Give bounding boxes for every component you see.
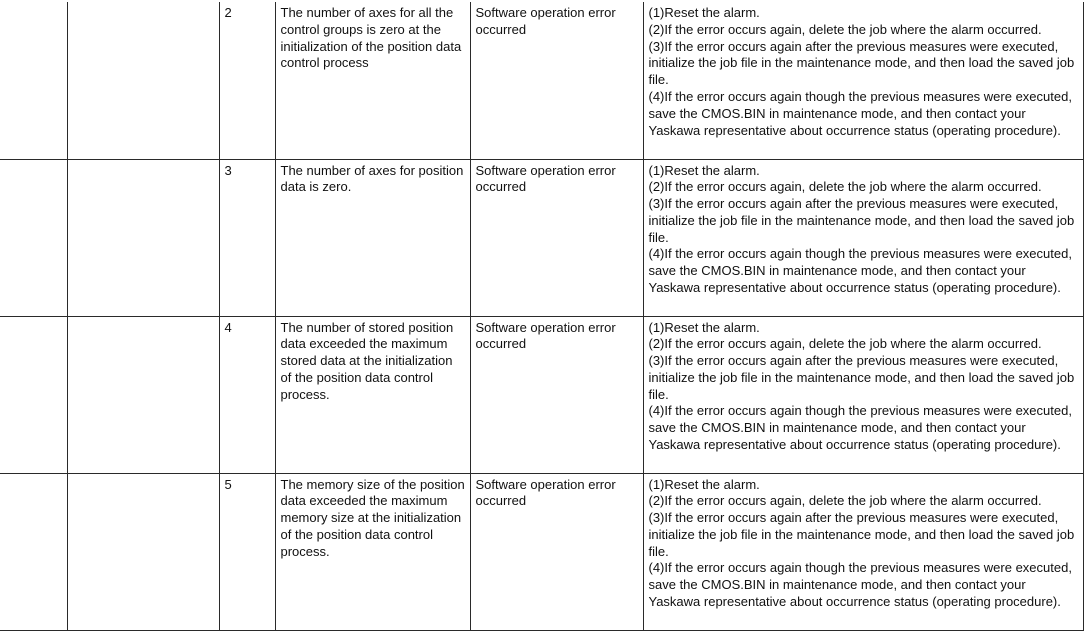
remedy-step: (4)If the error occurs again though the previous measures were executed, save the CMOS.BIN in maintenance mode, and then contact your Yaskawa representative about occurrence status (operating procedure). [648,560,1072,610]
alarm-number-cell [0,316,67,473]
cause-cell: Software operation error occurred [470,2,643,159]
alarm-name-cell [67,316,219,473]
remedy-step: (1)Reset the alarm. [648,162,760,178]
remedy-step: (2)If the error occurs again, delete the job where the alarm occurred. [648,336,1042,352]
remedy-cell [643,159,1083,316]
table-row [0,316,1083,473]
meaning-cell: The number of axes for position data is zero. [275,159,470,316]
alarm-name-cell [67,473,219,630]
remedy-cell [643,473,1083,630]
remedy-cell [643,2,1083,159]
sub-code-cell: 4 [219,316,275,473]
sub-code-cell: 3 [219,159,275,316]
remedy-step: (3)If the error occurs again after the previous measures were executed, initialize the job file in the maintenance mode, and then load the saved job file. [648,510,1075,559]
alarm-table-body [0,2,1083,630]
remedy-step: (3)If the error occurs again after the previous measures were executed, initialize the job file in the maintenance mode, and then load the saved job file. [648,353,1075,402]
cause-cell: Software operation error occurred [470,473,643,630]
remedy-step: (4)If the error occurs again though the previous measures were executed, save the CMOS.BIN in maintenance mode, and then contact your Yaskawa representative about occurrence status (operating procedure). [648,246,1072,296]
remedy-step: (3)If the error occurs again after the previous measures were executed, initialize the job file in the maintenance mode, and then load the saved job file. [648,38,1075,88]
cause-cell: Software operation error occurred [470,316,643,473]
table-row [0,2,1083,159]
alarm-name-cell [67,2,219,159]
alarm-number-cell [0,2,67,159]
alarm-name-cell [67,159,219,316]
remedy-step: (1)Reset the alarm. [648,476,760,492]
table-row [0,159,1083,316]
remedy-step: (2)If the error occurs again, delete the job where the alarm occurred. [648,493,1042,509]
remedy-step: (3)If the error occurs again after the previous measures were executed, initialize the job file in the maintenance mode, and then load the saved job file. [648,196,1075,245]
alarm-table [0,2,1084,631]
remedy-step: (2)If the error occurs again, delete the job where the alarm occurred. [648,179,1042,195]
remedy-step: (4)If the error occurs again though the previous measures were executed, save the CMOS.BIN in maintenance mode, and then contact your Yaskawa representative about occurrence status (operating procedure). [648,403,1072,453]
remedy-step: (2)If the error occurs again, delete the job where the alarm occurred. [648,21,1042,37]
remedy-cell [643,316,1083,473]
sub-code-cell: 5 [219,473,275,630]
remedy-step: (4)If the error occurs again though the previous measures were executed, save the CMOS.BIN in maintenance mode, and then contact your Yaskawa representative about occurrence status (operating procedure). [648,88,1072,138]
meaning-cell: The number of axes for all the control groups is zero at the initialization of the position data control process [275,2,470,159]
table-row [0,473,1083,630]
remedy-step: (1)Reset the alarm. [648,5,760,20]
cause-cell: Software operation error occurred [470,159,643,316]
meaning-cell: The memory size of the position data exceeded the maximum memory size at the initialization of the position data control process. [275,473,470,630]
sub-code-cell: 2 [219,2,275,159]
remedy-step: (1)Reset the alarm. [648,319,760,335]
alarm-number-cell [0,159,67,316]
meaning-cell: The number of stored position data exceeded the maximum stored data at the initialization of the position data control process. [275,316,470,473]
alarm-number-cell [0,473,67,630]
